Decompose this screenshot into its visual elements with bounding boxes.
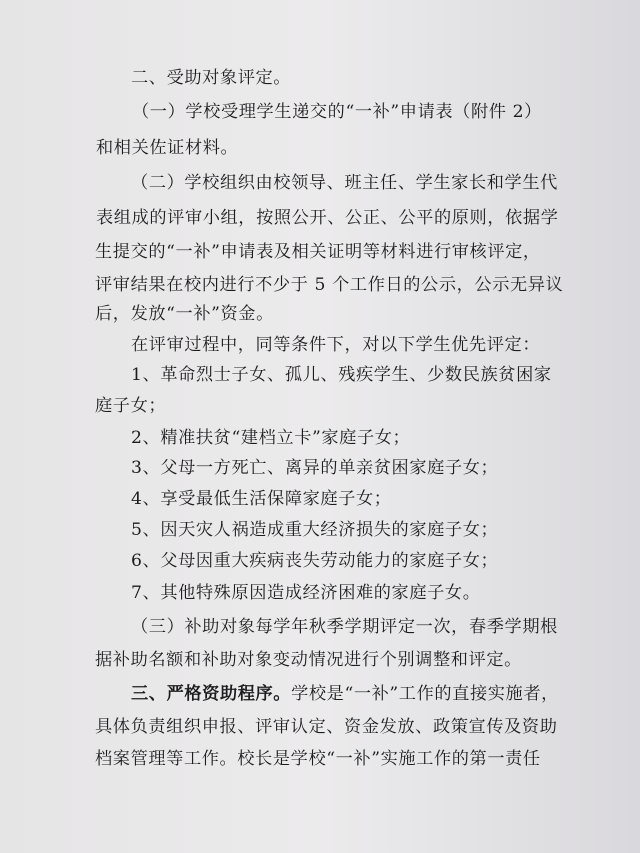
paragraph-line: 表组成的评审小组，按照公开、公正、公平的原则，依据学: [96, 208, 559, 228]
section-heading-3: 三、严格资助程序。: [131, 684, 292, 704]
paragraph-line: [131, 683, 559, 705]
paragraph-line: 评审结果在校内进行不少于 5 个工作日的公示，公示无异议: [95, 275, 564, 295]
paragraph-line: 生提交的“一补”申请表及相关证明等材料进行审核评定，: [95, 242, 541, 262]
paragraph-line: （二）学校组织由校领导、班主任、学生家长和学生代: [131, 173, 558, 193]
list-item: 2、精准扶贫“建档立卡”家庭子女；: [131, 428, 411, 448]
paragraph-line: （三）补助对象每学年秋季学期评定一次，春季学期根: [131, 617, 558, 637]
list-item: 4、享受最低生活保障家庭子女；: [131, 489, 392, 509]
section-heading-2: 二、受助对象评定。: [131, 68, 292, 88]
list-item: 3、父母一方死亡、离异的单亲贫困家庭子女；: [131, 458, 499, 478]
list-item: 5、因天灾人祸造成重大经济损失的家庭子女；: [131, 520, 499, 540]
list-item: 1、革命烈士子女、孤儿、残疾学生、少数民族贫困家: [131, 365, 552, 385]
paragraph-line: 具体负责组织申报、评审认定、资金发放、政策宣传及资助: [95, 717, 558, 737]
paragraph-line: 在评审过程中，同等条件下，对以下学生优先评定：: [131, 335, 541, 355]
paragraph-line: 后，发放“一补”资金。: [95, 304, 274, 324]
paragraph-line: 据补助名额和补助对象变动情况进行个别调整和评定。: [95, 650, 522, 670]
paragraph-line: 和相关佐证材料。: [96, 138, 239, 158]
paragraph-line: （一）学校受理学生递交的“一补”申请表（附件 2）: [132, 102, 542, 122]
list-item: 6、父母因重大疾病丧失劳动能力的家庭子女；: [131, 551, 499, 571]
list-item-continued: 庭子女；: [95, 396, 167, 416]
paragraph-line: 档案管理等工作。校长是学校“一补”实施工作的第一责任: [95, 749, 541, 769]
paragraph-text: 学校是“一补”工作的直接实施者，: [291, 684, 559, 704]
list-item: 7、其他特殊原因造成经济困难的家庭子女。: [131, 583, 481, 603]
